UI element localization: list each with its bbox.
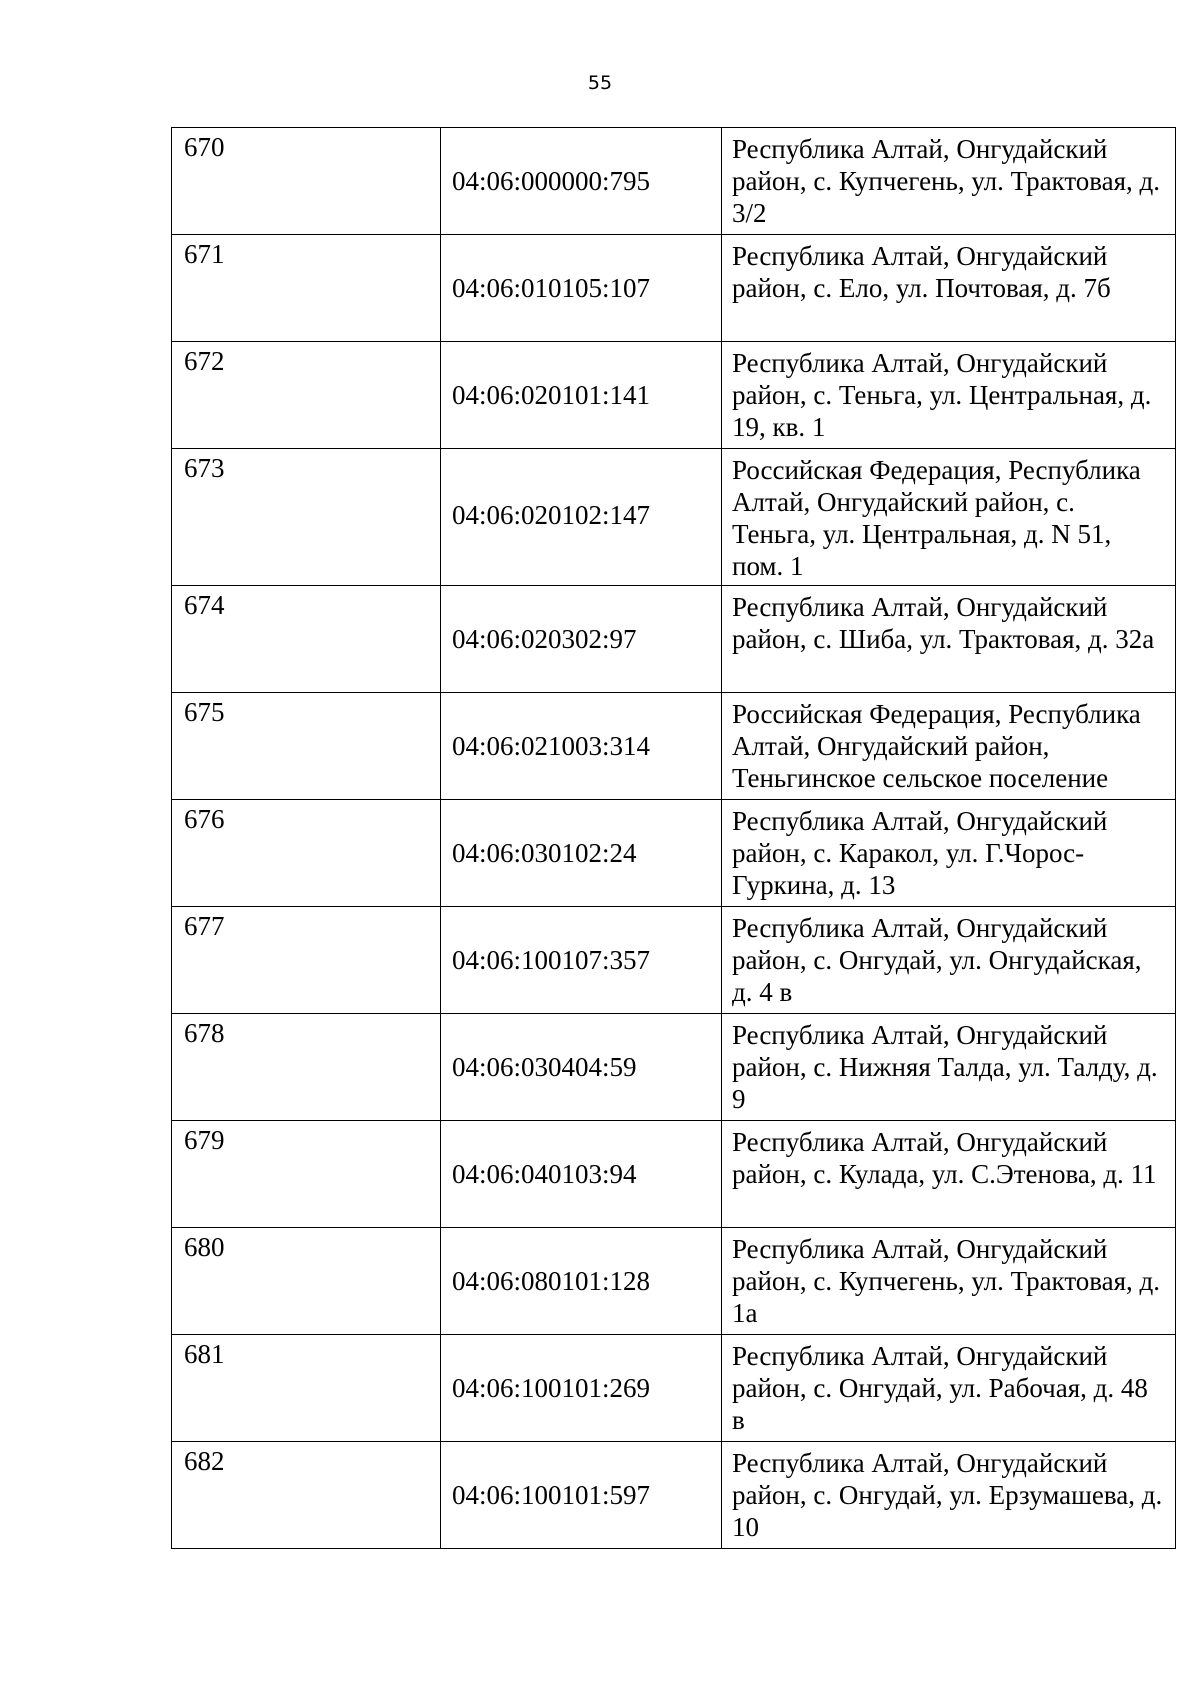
- cell-id: 679: [172, 1121, 441, 1228]
- cell-id: 681: [172, 1335, 441, 1442]
- cell-cadastral: 04:06:100101:269: [441, 1335, 722, 1442]
- table-row: [172, 342, 1176, 449]
- cell-cadastral: 04:06:020101:141: [441, 342, 722, 449]
- cell-id: 676: [172, 800, 441, 907]
- table-row: [172, 449, 1176, 586]
- cell-id: 674: [172, 586, 441, 693]
- table-row: [172, 1121, 1176, 1228]
- cell-cadastral: 04:06:000000:795: [441, 128, 722, 235]
- cell-cadastral: 04:06:040103:94: [441, 1121, 722, 1228]
- cell-address: Республика Алтай, Онгудайский район, с. Купчегень, ул. Трактовая, д. 3/2: [722, 128, 1176, 235]
- table-row: [172, 800, 1176, 907]
- cell-id: 680: [172, 1228, 441, 1335]
- cell-cadastral: 04:06:080101:128: [441, 1228, 722, 1335]
- table-row: [172, 1228, 1176, 1335]
- page-number: 55: [587, 72, 613, 94]
- cell-address: Республика Алтай, Онгудайский район, с. Теньга, ул. Центральная, д. 19, кв. 1: [722, 342, 1176, 449]
- table-row: [172, 1014, 1176, 1121]
- table-row: [172, 586, 1176, 693]
- table-row: [172, 1335, 1176, 1442]
- table-row: [172, 693, 1176, 800]
- cell-address: Республика Алтай, Онгудайский район, с. Шиба, ул. Трактовая, д. 32а: [722, 586, 1176, 693]
- table-row: [172, 907, 1176, 1014]
- registry-table: [171, 127, 1176, 1549]
- cell-address: Республика Алтай, Онгудайский район, с. Нижняя Талда, ул. Талду, д. 9: [722, 1014, 1176, 1121]
- cell-cadastral: 04:06:100101:597: [441, 1442, 722, 1549]
- cell-id: 678: [172, 1014, 441, 1121]
- cell-cadastral: 04:06:020302:97: [441, 586, 722, 693]
- table-row: [172, 1442, 1176, 1549]
- cell-address: Республика Алтай, Онгудайский район, с. Онгудай, ул. Ерзумашева, д. 10: [722, 1442, 1176, 1549]
- cell-address: Российская Федерация, Республика Алтай, Онгудайский район, с. Теньга, ул. Центральная, д. N 51, пом. 1: [722, 449, 1176, 586]
- cell-address: Республика Алтай, Онгудайский район, с. Онгудай, ул. Онгудайская, д. 4 в: [722, 907, 1176, 1014]
- table-row: [172, 128, 1176, 235]
- cell-cadastral: 04:06:030102:24: [441, 800, 722, 907]
- cell-cadastral: 04:06:100107:357: [441, 907, 722, 1014]
- cell-address: Республика Алтай, Онгудайский район, с. Ело, ул. Почтовая, д. 7б: [722, 235, 1176, 342]
- cell-address: Республика Алтай, Онгудайский район, с. Кулада, ул. С.Этенова, д. 11: [722, 1121, 1176, 1228]
- cell-id: 677: [172, 907, 441, 1014]
- cell-id: 672: [172, 342, 441, 449]
- table-row: [172, 235, 1176, 342]
- cell-address: Российская Федерация, Республика Алтай, Онгудайский район, Теньгинское сельское поселение: [722, 693, 1176, 800]
- cell-id: 673: [172, 449, 441, 586]
- cell-cadastral: 04:06:021003:314: [441, 693, 722, 800]
- cell-cadastral: 04:06:020102:147: [441, 449, 722, 586]
- cell-address: Республика Алтай, Онгудайский район, с. Каракол, ул. Г.Чорос-Гуркина, д. 13: [722, 800, 1176, 907]
- cell-id: 671: [172, 235, 441, 342]
- cell-address: Республика Алтай, Онгудайский район, с. Купчегень, ул. Трактовая, д. 1а: [722, 1228, 1176, 1335]
- cell-id: 670: [172, 128, 441, 235]
- cell-address: Республика Алтай, Онгудайский район, с. Онгудай, ул. Рабочая, д. 48 в: [722, 1335, 1176, 1442]
- cell-cadastral: 04:06:030404:59: [441, 1014, 722, 1121]
- cell-id: 682: [172, 1442, 441, 1549]
- cell-id: 675: [172, 693, 441, 800]
- cell-cadastral: 04:06:010105:107: [441, 235, 722, 342]
